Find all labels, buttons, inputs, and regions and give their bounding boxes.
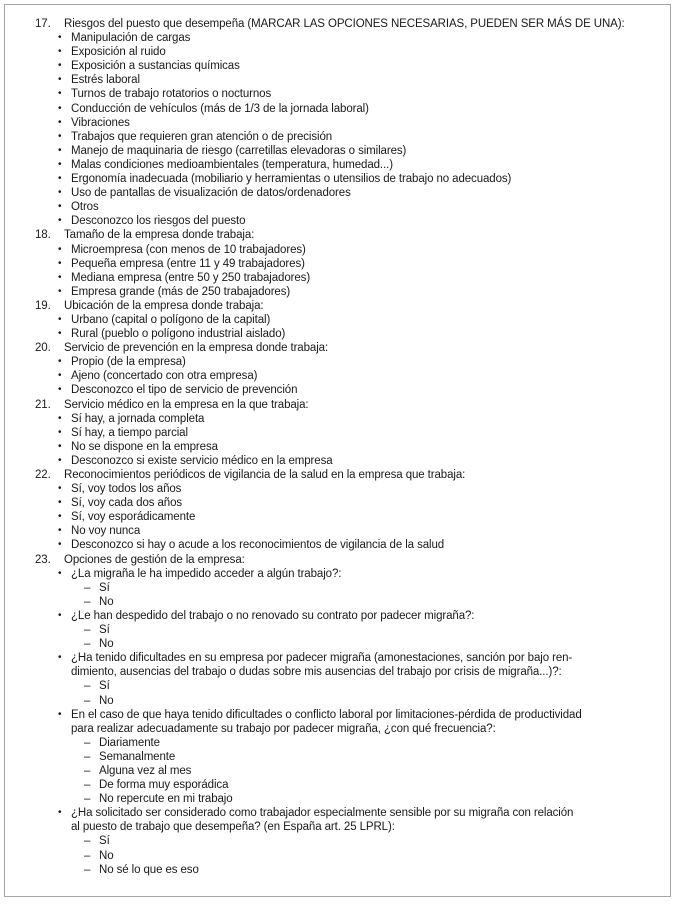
option-text: Exposición al ruido bbox=[71, 46, 166, 59]
option-text: No voy nunca bbox=[71, 525, 141, 538]
question-number: 20. bbox=[35, 342, 51, 355]
option-text: Manejo de maquinaria de riesgo (carretillas elevadoras o similares) bbox=[71, 144, 407, 157]
option-item bbox=[35, 257, 662, 271]
option-text: No se dispone en la empresa bbox=[71, 440, 218, 453]
dash-marker: – bbox=[84, 750, 91, 763]
sub-question bbox=[35, 651, 662, 679]
sub-question bbox=[35, 708, 662, 736]
option-item bbox=[35, 524, 662, 538]
dash-marker: – bbox=[84, 863, 91, 876]
option-item bbox=[35, 243, 662, 257]
option-text: Desconozco el tipo de servicio de prevención bbox=[71, 384, 298, 397]
bullet-marker: • bbox=[58, 412, 62, 424]
option-text: Empresa grande (más de 250 trabajadores) bbox=[71, 285, 291, 298]
answer-item bbox=[35, 581, 662, 595]
option-text: Desconozco si existe servicio médico en la empresa bbox=[71, 454, 333, 467]
bullet-marker: • bbox=[58, 102, 62, 114]
question-21 bbox=[35, 398, 662, 468]
question-number: 18. bbox=[35, 229, 51, 242]
option-text: Sí hay, a tiempo parcial bbox=[71, 426, 188, 439]
bullet-marker: • bbox=[58, 708, 62, 720]
option-item bbox=[35, 31, 662, 45]
option-text: Sí, voy cada dos años bbox=[71, 497, 183, 510]
dash-marker: – bbox=[84, 779, 91, 792]
bullet-marker: • bbox=[58, 285, 62, 297]
option-item bbox=[35, 87, 662, 101]
option-item bbox=[35, 327, 662, 341]
sub-question-text: En el caso de que haya tenido dificultades o conflicto laboral por limitaciones-pérdida de productividad bbox=[71, 708, 582, 721]
answer-text: Sí bbox=[99, 680, 110, 693]
option-text: Mediana empresa (entre 50 y 250 trabajadores) bbox=[71, 271, 311, 284]
question-23 bbox=[35, 553, 662, 877]
dash-marker: – bbox=[84, 694, 91, 707]
question-title-text: Riesgos del puesto que desempeña (MARCAR LAS OPCIONES NECESARIAS, PUEDEN SER MÁS DE UNA): bbox=[64, 18, 625, 30]
option-text: Microempresa (con menos de 10 trabajadores) bbox=[71, 243, 306, 256]
dash-marker: – bbox=[84, 595, 91, 608]
sub-question-text: dimiento, ausencias del trabajo o dudas sobre mis ausencias del trabajo por crisis de migraña...)?: bbox=[71, 666, 562, 679]
dash-marker: – bbox=[84, 764, 91, 777]
bullet-marker: • bbox=[58, 158, 62, 170]
bullet-marker: • bbox=[58, 215, 62, 227]
option-item bbox=[35, 369, 662, 383]
option-item bbox=[35, 510, 662, 524]
option-text: Rural (pueblo o polígono industrial aislado) bbox=[71, 328, 286, 341]
answer-text: Semanalmente bbox=[99, 750, 176, 763]
sub-question-text: ¿Ha solicitado ser considerado como trabajador especialmente sensible por su migraña con relación bbox=[71, 807, 574, 820]
option-text: Estrés laboral bbox=[71, 74, 140, 87]
answer-item bbox=[35, 792, 662, 806]
option-item bbox=[35, 496, 662, 510]
answer-item bbox=[35, 736, 662, 750]
bullet-marker: • bbox=[58, 187, 62, 199]
bullet-marker: • bbox=[58, 567, 62, 579]
bullet-marker: • bbox=[58, 525, 62, 537]
option-item bbox=[35, 172, 662, 186]
answer-item bbox=[35, 778, 662, 792]
dash-marker: – bbox=[84, 736, 91, 749]
question-number: 17. bbox=[35, 18, 51, 30]
option-text: Desconozco los riesgos del puesto bbox=[71, 215, 246, 228]
sub-question-text: ¿Ha tenido dificultades en su empresa por padecer migraña (amonestaciones, sanción por bajo ren- bbox=[71, 652, 573, 665]
sub-question bbox=[35, 609, 662, 623]
option-item bbox=[35, 186, 662, 200]
option-text: Otros bbox=[71, 201, 99, 214]
option-item bbox=[35, 482, 662, 496]
bullet-marker: • bbox=[58, 328, 62, 340]
option-text: Exposición a sustancias químicas bbox=[71, 60, 240, 73]
answer-item bbox=[35, 834, 662, 848]
bullet-marker: • bbox=[58, 652, 62, 664]
option-text: Propio (de la empresa) bbox=[71, 356, 186, 369]
bullet-marker: • bbox=[58, 201, 62, 213]
bullet-marker: • bbox=[58, 46, 62, 58]
answer-item bbox=[35, 694, 662, 708]
question-title bbox=[35, 468, 662, 482]
bullet-marker: • bbox=[58, 539, 62, 551]
bullet-marker: • bbox=[58, 454, 62, 466]
option-item bbox=[35, 271, 662, 285]
bullet-marker: • bbox=[58, 370, 62, 382]
dash-marker: – bbox=[84, 638, 91, 651]
question-17 bbox=[35, 17, 662, 228]
sub-question-text: al puesto de trabajo que desempeña? (en España art. 25 LPRL): bbox=[71, 821, 395, 834]
option-text: Malas condiciones medioambientales (temperatura, humedad...) bbox=[71, 158, 393, 171]
option-item bbox=[35, 313, 662, 327]
answer-text: De forma muy esporádica bbox=[99, 779, 229, 792]
option-text: Urbano (capital o polígono de la capital) bbox=[71, 313, 271, 326]
answer-item bbox=[35, 863, 662, 877]
answer-text: No repercute en mi trabajo bbox=[99, 793, 233, 806]
question-20 bbox=[35, 341, 662, 397]
option-item bbox=[35, 412, 662, 426]
answer-item bbox=[35, 623, 662, 637]
option-item bbox=[35, 355, 662, 369]
questionnaire-sheet bbox=[4, 4, 671, 897]
dash-marker: – bbox=[84, 581, 91, 594]
answer-item bbox=[35, 595, 662, 609]
answer-text: Sí bbox=[99, 835, 110, 848]
option-item bbox=[35, 144, 662, 158]
option-text: Ergonomía inadecuada (mobiliario y herramientas o utensilios de trabajo no adecuados) bbox=[71, 173, 512, 186]
bullet-marker: • bbox=[58, 511, 62, 523]
question-title bbox=[35, 17, 662, 31]
option-text: Desconozco si hay o acude a los reconocimientos de vigilancia de la salud bbox=[71, 539, 445, 552]
question-title bbox=[35, 553, 662, 567]
bullet-marker: • bbox=[58, 384, 62, 396]
option-item bbox=[35, 538, 662, 552]
bullet-marker: • bbox=[58, 74, 62, 86]
option-text: Sí hay, a jornada completa bbox=[71, 412, 205, 425]
option-item bbox=[35, 214, 662, 228]
bullet-marker: • bbox=[58, 271, 62, 283]
option-text: Trabajos que requieren gran atención o de precisión bbox=[71, 130, 333, 143]
answer-text: No sé lo que es eso bbox=[99, 863, 199, 876]
option-item bbox=[35, 454, 662, 468]
bullet-marker: • bbox=[58, 497, 62, 509]
bullet-marker: • bbox=[58, 483, 62, 495]
option-text: Pequeña empresa (entre 11 y 49 trabajadores) bbox=[71, 257, 305, 270]
dash-marker: – bbox=[84, 680, 91, 693]
questionnaire-content bbox=[35, 17, 662, 877]
bullet-marker: • bbox=[58, 88, 62, 100]
option-text: Manipulación de cargas bbox=[71, 32, 191, 45]
question-title-text: Servicio de prevención en la empresa donde trabaja: bbox=[64, 342, 329, 355]
dash-marker: – bbox=[84, 793, 91, 806]
question-19 bbox=[35, 299, 662, 341]
question-18 bbox=[35, 228, 662, 298]
option-text: Sí, voy todos los años bbox=[71, 483, 182, 496]
option-item bbox=[35, 130, 662, 144]
option-text: Sí, voy esporádicamente bbox=[71, 511, 196, 524]
question-title-text: Reconocimientos periódicos de vigilancia de la salud en la empresa que trabaja: bbox=[64, 469, 466, 481]
answer-item bbox=[35, 849, 662, 863]
answer-text: No bbox=[99, 638, 114, 651]
dash-marker: – bbox=[84, 849, 91, 862]
option-text: Conducción de vehículos (más de 1/3 de la jornada laboral) bbox=[71, 102, 369, 115]
option-item bbox=[35, 158, 662, 172]
answer-text: No bbox=[99, 849, 114, 862]
bullet-marker: • bbox=[58, 257, 62, 269]
sub-question-text: para realizar adecuadamente su trabajo por padecer migraña, ¿con qué frecuencia?: bbox=[71, 722, 496, 735]
option-item bbox=[35, 383, 662, 397]
sub-question bbox=[35, 806, 662, 834]
option-text: Uso de pantallas de visualización de datos/ordenadores bbox=[71, 187, 351, 200]
bullet-marker: • bbox=[58, 426, 62, 438]
question-number: 22. bbox=[35, 469, 51, 481]
option-item bbox=[35, 440, 662, 454]
option-item bbox=[35, 200, 662, 214]
bullet-marker: • bbox=[58, 807, 62, 819]
bullet-marker: • bbox=[58, 130, 62, 142]
answer-item bbox=[35, 637, 662, 651]
question-title bbox=[35, 299, 662, 313]
answer-item bbox=[35, 750, 662, 764]
bullet-marker: • bbox=[58, 144, 62, 156]
bullet-marker: • bbox=[58, 313, 62, 325]
option-item bbox=[35, 59, 662, 73]
answer-text: Diariamente bbox=[99, 736, 160, 749]
bullet-marker: • bbox=[58, 32, 62, 44]
sub-question-text: ¿Le han despedido del trabajo o no renovado su contrato por padecer migraña?: bbox=[71, 609, 475, 622]
bullet-marker: • bbox=[58, 609, 62, 621]
option-text: Turnos de trabajo rotatorios o nocturnos bbox=[71, 88, 272, 101]
option-item bbox=[35, 102, 662, 116]
question-title-text: Servicio médico en la empresa en la que trabaja: bbox=[64, 398, 309, 411]
bullet-marker: • bbox=[58, 60, 62, 72]
answer-item bbox=[35, 764, 662, 778]
bullet-marker: • bbox=[58, 116, 62, 128]
question-number: 19. bbox=[35, 299, 51, 312]
option-item bbox=[35, 426, 662, 440]
bullet-marker: • bbox=[58, 243, 62, 255]
question-title-text: Opciones de gestión de la empresa: bbox=[64, 553, 245, 566]
option-item bbox=[35, 285, 662, 299]
option-item bbox=[35, 45, 662, 59]
answer-item bbox=[35, 679, 662, 693]
question-title bbox=[35, 341, 662, 355]
answer-text: Sí bbox=[99, 581, 110, 594]
dash-marker: – bbox=[84, 835, 91, 848]
question-title bbox=[35, 398, 662, 412]
question-number: 23. bbox=[35, 553, 51, 566]
answer-text: Alguna vez al mes bbox=[99, 764, 192, 777]
sub-question bbox=[35, 567, 662, 581]
bullet-marker: • bbox=[58, 440, 62, 452]
sub-question-text: ¿La migraña le ha impedido acceder a algún trabajo?: bbox=[71, 567, 342, 580]
question-title bbox=[35, 228, 662, 242]
question-title-text: Ubicación de la empresa donde trabaja: bbox=[64, 299, 264, 312]
dash-marker: – bbox=[84, 624, 91, 637]
option-item bbox=[35, 116, 662, 130]
answer-text: Sí bbox=[99, 624, 110, 637]
option-item bbox=[35, 73, 662, 87]
bullet-marker: • bbox=[58, 173, 62, 185]
question-title-text: Tamaño de la empresa donde trabaja: bbox=[64, 229, 255, 242]
option-text: Vibraciones bbox=[71, 116, 130, 129]
answer-text: No bbox=[99, 595, 114, 608]
option-text: Ajeno (concertado con otra empresa) bbox=[71, 370, 258, 383]
bullet-marker: • bbox=[58, 356, 62, 368]
question-number: 21. bbox=[35, 398, 51, 411]
answer-text: No bbox=[99, 694, 114, 707]
question-22 bbox=[35, 468, 662, 553]
